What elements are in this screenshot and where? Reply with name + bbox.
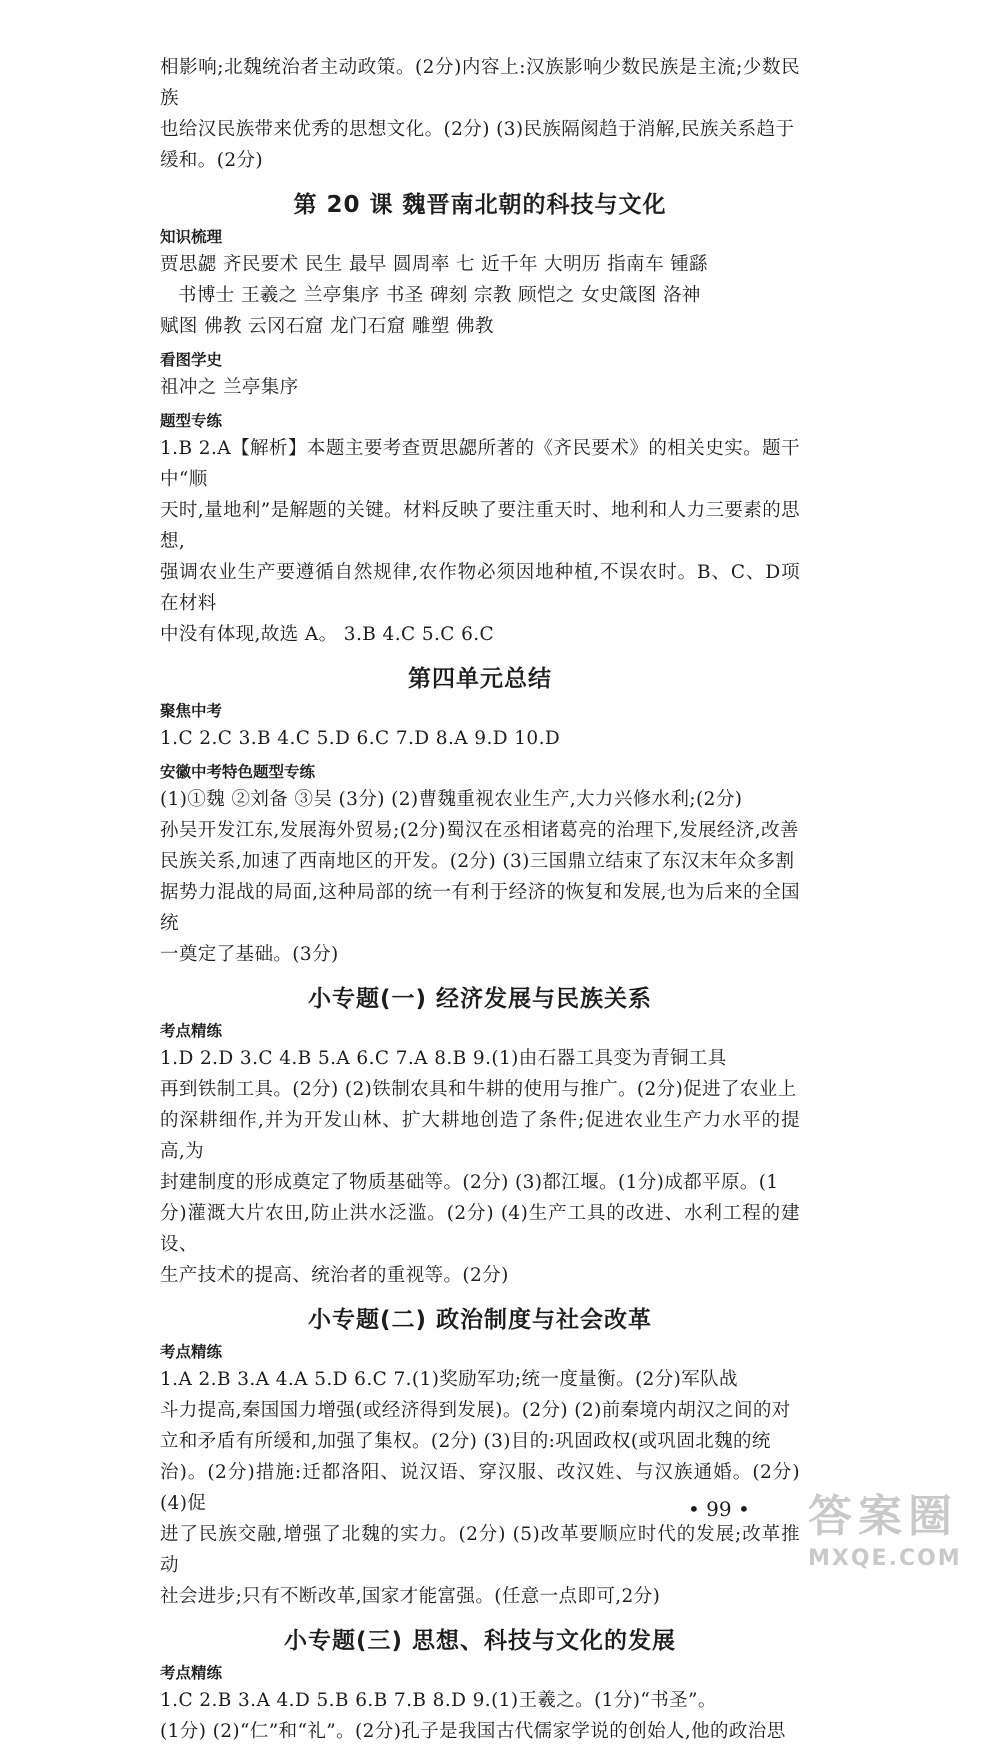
text-line: (1)①魏 ②刘备 ③吴 (3分) (2)曹魏重视农业生产,大力兴修水利;(2分) [160, 789, 743, 810]
section-heading: 看图学史 [160, 351, 223, 369]
watermark-en: MXQE.COM [808, 1546, 962, 1571]
lesson20-title: 第 20 课 魏晋南北朝的科技与文化 [293, 192, 667, 218]
section-heading: 题型专练 [160, 412, 223, 430]
intro-line: 缓和。(2分) [160, 150, 264, 171]
text-line: 分)灌溉大片农田,防止洪水泛滥。(2分) (4)生产工具的改进、水利工程的建设、 [160, 1203, 800, 1255]
text-line: 孙吴开发江东,发展海外贸易;(2分)蜀汉在丞相诸葛亮的治理下,发展经济,改善 [160, 820, 799, 841]
text-line: 中没有体现,故选 A。 3.B 4.C 5.C 6.C [160, 624, 495, 645]
text-line: 据势力混战的局面,这种局部的统一有利于经济的恢复和发展,也为后来的全国统 [160, 882, 800, 934]
text-line: 的深耕细作,并为开发山林、扩大耕地创造了条件;促进农业生产力水平的提高,为 [160, 1110, 800, 1162]
section-heading: 考点精练 [160, 1343, 223, 1361]
text-line: 民族关系,加速了西南地区的开发。(2分) (3)三国鼎立结束了东汉末年众多割 [160, 851, 795, 872]
text-line: 斗力提高,秦国国力增强(或经济得到发展)。(2分) (2)前秦境内胡汉之间的对 [160, 1400, 791, 1421]
section-heading: 考点精练 [160, 1664, 223, 1682]
text-line: 赋图 佛教 云冈石窟 龙门石窟 雕塑 佛教 [160, 316, 494, 337]
watermark-cn: 答案圈 [808, 1491, 958, 1542]
text-line: 强调农业生产要遵循自然规律,农作物必须因地种植,不误农时。B、C、D项在材料 [160, 562, 800, 614]
text-line: 治)。(2分)措施:迁都洛阳、说汉语、穿汉服、改汉姓、与汉族通婚。(2分) (4)促 [160, 1462, 800, 1514]
text-line: 立和矛盾有所缓和,加强了集权。(2分) (3)目的:巩固政权(或巩固北魏的统 [160, 1431, 771, 1452]
text-line: 生产技术的提高、统治者的重视等。(2分) [160, 1265, 509, 1286]
text-line: 1.C 2.C 3.B 4.C 5.D 6.C 7.D 8.A 9.D 10.D [160, 728, 561, 749]
text-line: 封建制度的形成奠定了物质基础等。(2分) (3)都江堰。(1分)成都平原。(1 [160, 1172, 779, 1193]
topic2-title: 小专题(二) 政治制度与社会改革 [307, 1307, 653, 1333]
text-line: 书博士 王羲之 兰亭集序 书圣 碑刻 宗教 顾恺之 女史箴图 洛神 [178, 285, 701, 306]
text-line: 天时,量地利”是解题的关键。材料反映了要注重天时、地利和人力三要素的思想, [160, 500, 800, 552]
text-line: 再到铁制工具。(2分) (2)铁制农具和牛耕的使用与推广。(2分)促进了农业上 [160, 1079, 797, 1100]
section-heading: 知识梳理 [160, 228, 223, 246]
text-line: 进了民族交融,增强了北魏的实力。(2分) (5)改革要顺应时代的发展;改革推动 [160, 1524, 800, 1576]
section-heading: 考点精练 [160, 1022, 223, 1040]
watermark-logo [808, 1490, 988, 1596]
text-line: 1.A 2.B 3.A 4.A 5.D 6.C 7.(1)奖励军功;统一度量衡。(2分)军队战 [160, 1369, 738, 1390]
text-line: (1分) (2)“仁”和“礼”。(2分)孔子是我国古代儒家学说的创始人,他的政治思 [160, 1721, 786, 1742]
page-content [160, 52, 800, 1747]
intro-line: 也给汉民族带来优秀的思想文化。(2分) (3)民族隔阂趋于消解,民族关系趋于 [160, 119, 795, 140]
page-number: • 99 • [688, 1497, 750, 1521]
section-heading: 聚焦中考 [160, 702, 223, 720]
text-line: 1.C 2.B 3.A 4.D 5.B 6.B 7.B 8.D 9.(1)王羲之。(1分)“书圣”。 [160, 1690, 717, 1711]
text-line: 一奠定了基础。(3分) [160, 944, 339, 965]
section-heading: 安徽中考特色题型专练 [160, 763, 316, 781]
text-line: 祖冲之 兰亭集序 [160, 377, 299, 398]
topic1-title: 小专题(一) 经济发展与民族关系 [307, 986, 653, 1012]
text-line: 1.D 2.D 3.C 4.B 5.A 6.C 7.A 8.B 9.(1)由石器工具变为青铜工具 [160, 1048, 727, 1069]
text-line: 社会进步;只有不断改革,国家才能富强。(任意一点即可,2分) [160, 1586, 661, 1607]
text-line: 贾思勰 齐民要术 民生 最早 圆周率 七 近千年 大明历 指南车 锺繇 [160, 254, 708, 275]
intro-line: 相影响;北魏统治者主动政策。(2分)内容上:汉族影响少数民族是主流;少数民族 [160, 57, 800, 109]
unit4-title: 第四单元总结 [408, 666, 552, 692]
topic3-title: 小专题(三) 思想、科技与文化的发展 [283, 1628, 677, 1654]
text-line: 1.B 2.A【解析】本题主要考查贾思勰所著的《齐民要术》的相关史实。题干中“顺 [160, 438, 800, 490]
